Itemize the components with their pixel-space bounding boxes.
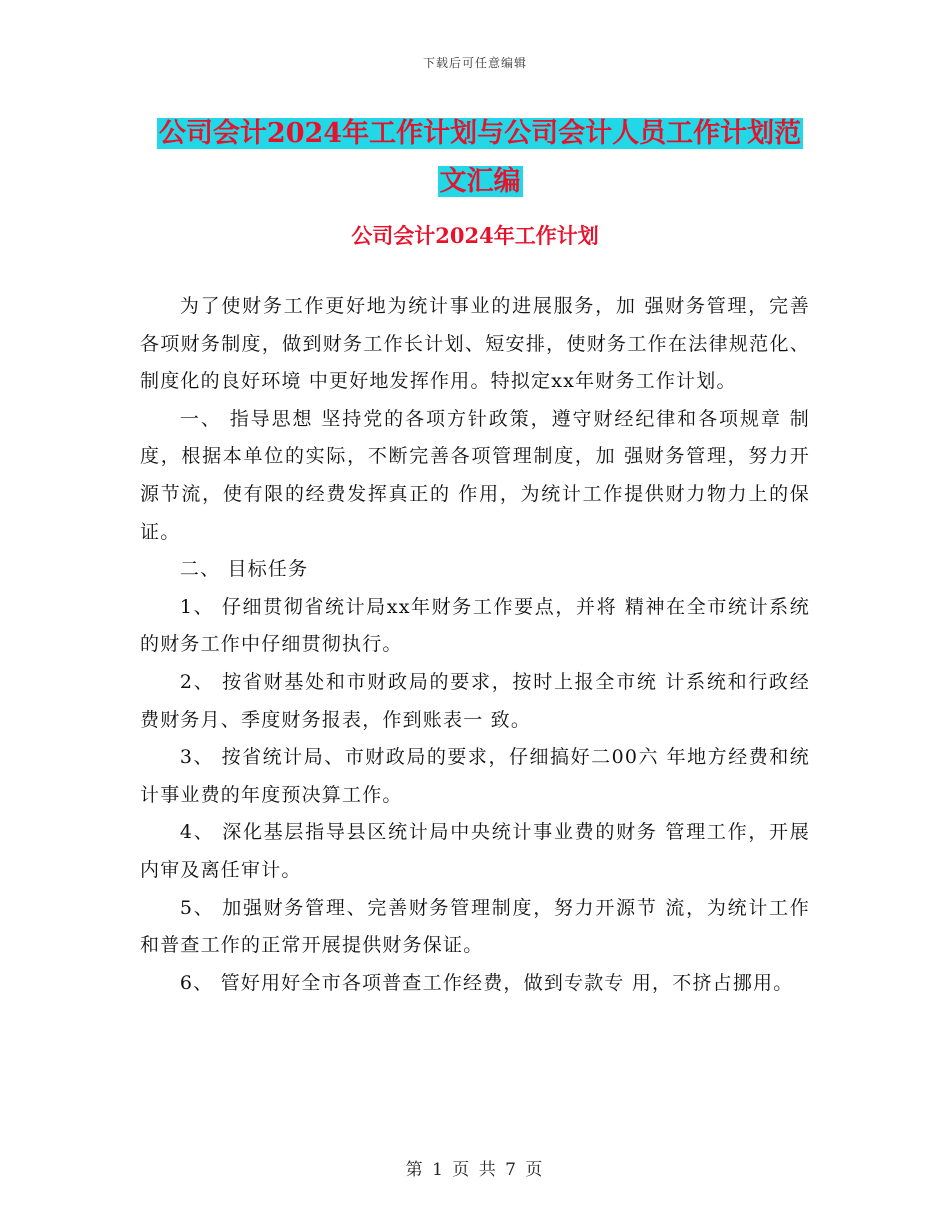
paragraph: 1、 仔细贯彻省统计局xx年财务工作要点，并将 精神在全市统计系统的财务工作中仔细贯彻执行。 — [140, 595, 810, 656]
paragraph: 二、 目标任务 — [179, 558, 309, 581]
header-note: 下载后可任意编辑 — [422, 56, 527, 70]
paragraph: 3、 按省统计局、市财政局的要求，仔细搞好二00六 年地方经费和统计事业费的年度预决算工作。 — [140, 746, 810, 806]
page-number-footer: 第 1 页 共 7 页 — [405, 1160, 545, 1180]
paragraph: 4、 深化基层指导县区统计局中央统计事业费的财务 管理工作，开展内审及离任审计。 — [140, 821, 810, 881]
paragraph: 2、 按省财基处和市财政局的要求，按时上报全市统 计系统和行政经费财务月、季度财务报表，作到账表一 致。 — [140, 670, 810, 731]
document-title — [140, 110, 820, 206]
paragraph: 为了使财务工作更好地为统计事业的进展服务，加 强财务管理，完善各项财务制度，做到财务工作长计划、短安排，使财务工作在法律规范化、制度化的良好环境 中更好地发挥作用。特拟定xx年财务工作计划。 — [140, 295, 810, 393]
paragraph: 5、 加强财务管理、完善财务管理制度，努力开源节 流，为统计工作和普查工作的正常开展提供财务保证。 — [140, 896, 810, 957]
paragraph: 6、 管好用好全市各项普查工作经费，做到专款专 用，不挤占挪用。 — [179, 971, 794, 994]
document-title-line-2: 文汇编 — [439, 166, 521, 197]
paragraph: 一、 指导思想 坚持党的各项方针政策，遵守财经纪律和各项规章 制度，根据本单位的实际，不断完善各项管理制度，加 强财务管理，努力开源节流，使有限的经费发挥真正的 作用，为统计工作提供财力物力上的保证。 — [140, 407, 810, 543]
section-title: 公司会计2024年工作计划 — [351, 223, 599, 248]
body-text — [140, 288, 810, 1002]
document-title-line-1: 公司会计2024年工作计划与公司会计人员工作计划范 — [158, 118, 802, 149]
